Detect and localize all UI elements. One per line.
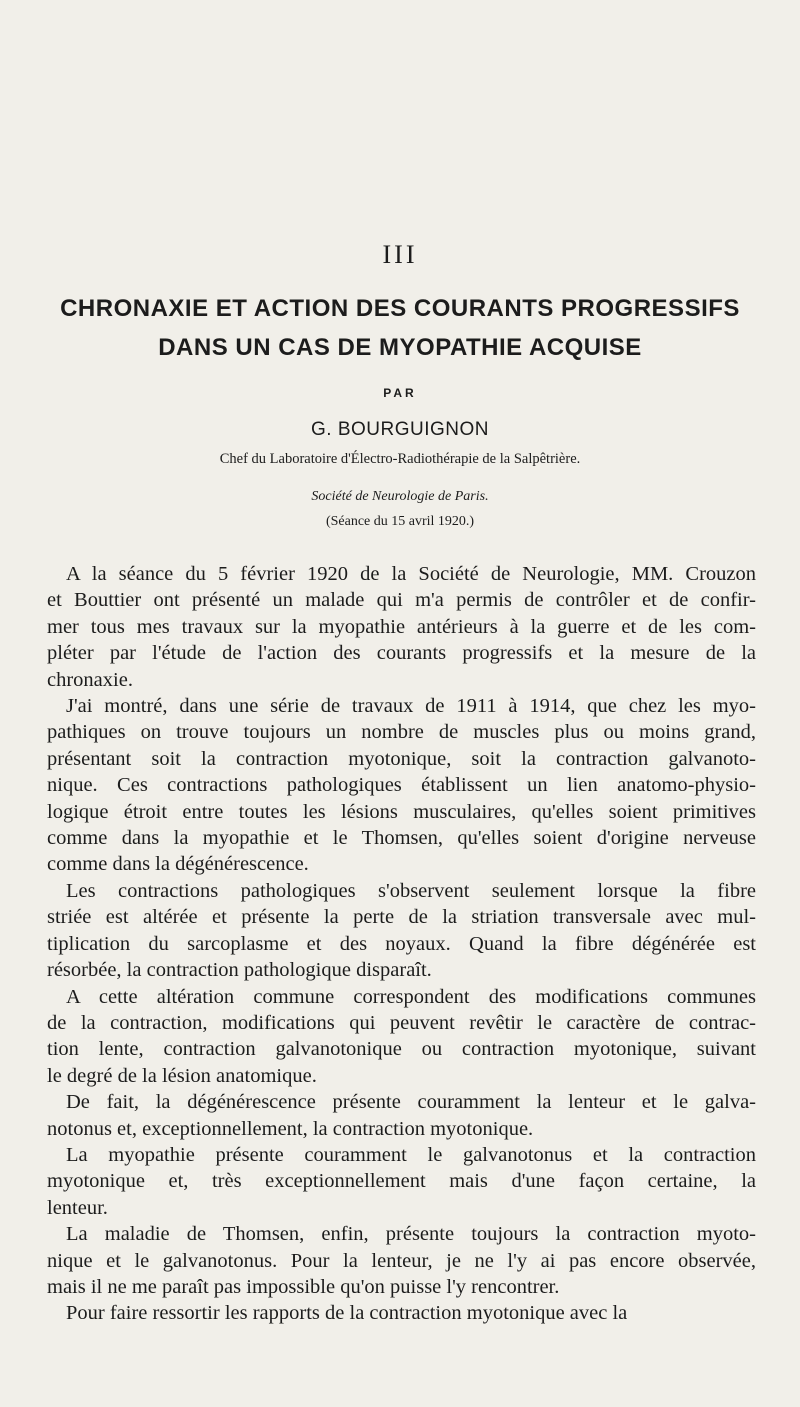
session-date: (Séance du 15 avril 1920.) [325,514,475,529]
body-line: comme dans la dégénérescence. [47,853,309,876]
body-line: présentant soit la contraction myotonique, soit la contraction galvanoto- [47,747,756,770]
body-line: Les contractions pathologiques s'observent seulement lorsque la fibre [66,879,756,902]
body-line: De fait, la dégénérescence présente couramment la lenteur et le galva- [66,1091,756,1114]
body-line: lenteur. [47,1196,108,1219]
article-body [47,561,756,1327]
body-paragraph [47,1089,756,1142]
body-line: le degré de la lésion anatomique. [47,1064,317,1087]
body-line: A la séance du 5 février 1920 de la Société de Neurologie, MM. Crouzon [66,563,756,585]
author-name: G. BOURGUIGNON [310,419,489,440]
body-line: résorbée, la contraction pathologique disparaît. [47,959,432,982]
body-line: La maladie de Thomsen, enfin, présente toujours la contraction myoto- [66,1223,756,1246]
body-line: et Bouttier ont présenté un malade qui m'a permis de contrôler et de confir- [47,589,756,612]
body-line: mer tous mes travaux sur la myopathie antérieurs à la guerre et de les com- [47,615,756,638]
body-paragraph [47,1300,756,1326]
body-line: nique et le galvanotonus. Pour la lenteur, je ne l'y ai pas encore observée, [47,1249,756,1272]
body-line: A cette altération commune correspondent des modifications communes [66,985,756,1008]
article-title-line-2: DANS UN CAS DE MYOPATHIE ACQUISE [158,334,642,361]
body-line: logique étroit entre toutes les lésions musculaires, qu'elles soient primitives [47,800,756,823]
body-paragraph [47,693,756,878]
body-paragraph [47,878,756,984]
body-paragraph [47,561,756,693]
body-line: pléter par l'étude de l'action des courants progressifs et la mesure de la [47,642,756,665]
body-line: tiplication du sarcoplasme et des noyaux. Quand la fibre dégénérée est [47,932,756,955]
body-line: striée est altérée et présente la perte de la striation transversale avec mul- [47,906,756,929]
byline-par: PAR [383,386,417,400]
body-line: pathiques on trouve toujours un nombre de muscles plus ou moins grand, [47,721,756,744]
body-line: chronaxie. [47,668,133,691]
body-line: de la contraction, modifications qui peuvent revêtir le caractère de contrac- [47,1011,756,1034]
body-line: notonus et, exceptionnellement, la contraction myotonique. [47,1117,534,1140]
body-line: tion lente, contraction galvanotonique ou contraction myotonique, suivant [47,1038,756,1061]
author-affiliation: Chef du Laboratoire d'Électro-Radiothérapie de la Salpêtrière. [219,451,581,467]
body-paragraph [47,984,756,1090]
section-number: III [382,240,418,269]
body-line: nique. Ces contractions pathologiques établissent un lien anatomo-physio- [47,774,756,797]
body-paragraph [47,1142,756,1221]
body-line: myotonique et, très exceptionnellement mais d'une façon certaine, la [47,1170,756,1193]
body-line: comme dans la myopathie et le Thomsen, qu'elles soient d'origine nerveuse [47,827,756,850]
article-title-line-1: CHRONAXIE ET ACTION DES COURANTS PROGRESSIFS [60,295,740,322]
body-paragraph [47,1221,756,1300]
body-line: La myopathie présente couramment le galvanotonus et la contraction [66,1143,756,1166]
body-line: mais il ne me paraît pas impossible qu'on puisse l'y rencontrer. [47,1275,560,1298]
body-line: Pour faire ressortir les rapports de la contraction myotonique avec la [66,1302,628,1325]
body-line: J'ai montré, dans une série de travaux de 1911 à 1914, que chez les myo- [66,695,756,718]
society-name: Société de Neurologie de Paris. [311,489,489,504]
